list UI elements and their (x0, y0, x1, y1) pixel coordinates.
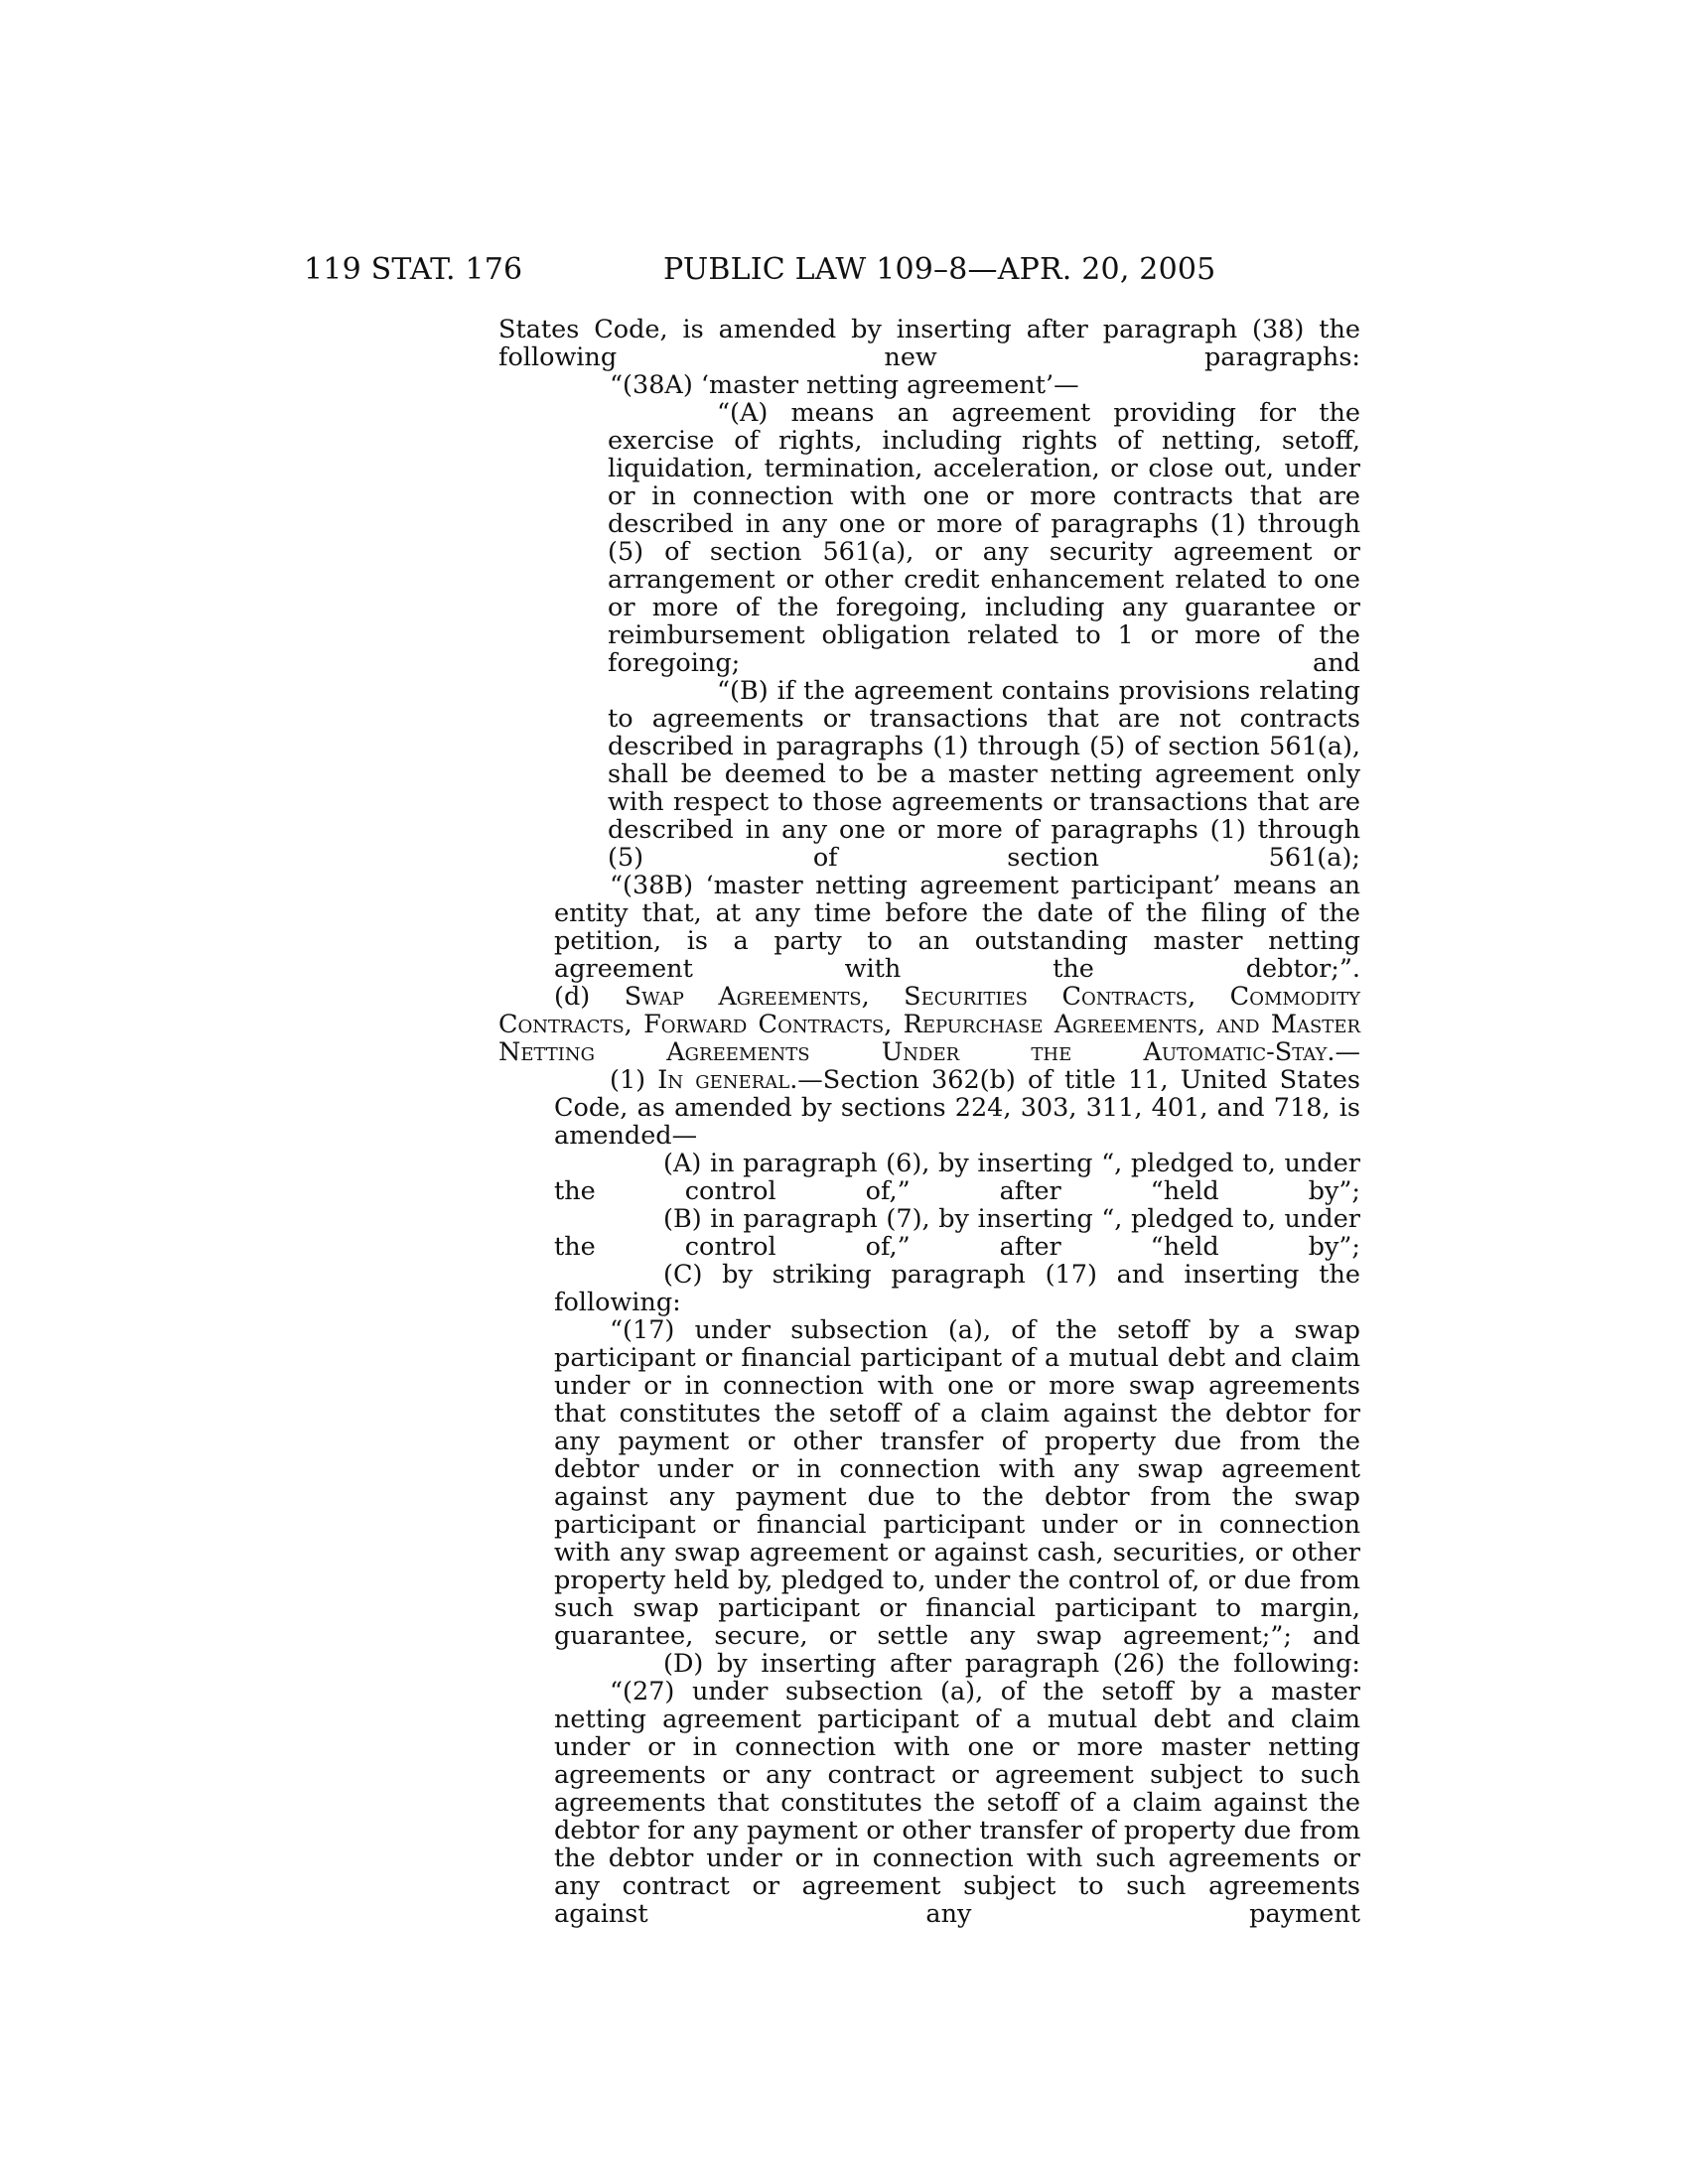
subsection-d-caption: Swap Agreements, Securities Contracts, Commodity Contracts, Forward Contracts, Repurchase Agreements, and Master Netting Agreements Under the Automatic-Stay.— (498, 982, 1361, 1067)
public-law-title: PUBLIC LAW 109–8—APR. 20, 2005 (663, 252, 1216, 287)
paragraph-1-prefix: (1) (610, 1065, 658, 1095)
clause-b: (B) in paragraph (7), by inserting “, pledged to, under the control of,” after “held by”; (554, 1204, 1360, 1262)
statute-page-reference: 119 STAT. 176 (304, 252, 523, 287)
paragraph-1-caption: In general (657, 1065, 790, 1095)
clause-c: (C) by striking paragraph (17) and inserting the following: (554, 1260, 1360, 1317)
document-body (498, 316, 1360, 1928)
subsection-d-heading (498, 983, 1360, 1066)
paragraph-1-text: .—Section 362(b) of title 11, United States Code, as amended by sections 224, 303, 311, 401, and 718, is amended— (554, 1065, 1361, 1151)
page-header (0, 0, 1688, 318)
paragraph-1-in-general (498, 1066, 1360, 1150)
paragraph-continuation: States Code, is amended by inserting after paragraph (38) the following new paragraphs: (498, 315, 1360, 372)
clause-d: (D) by inserting after paragraph (26) the following: (663, 1649, 1360, 1679)
paragraph-38a-b: “(B) if the agreement contains provisions relating to agreements or transactions that are not contracts described in paragraphs (1) through (5) of section 561(a), shall be deemed to be a master netting agreement only with respect to those agreements or transactions that are described in any one or more of paragraphs (1) through (5) of section 561(a); (608, 676, 1360, 873)
paragraph-38a-a: “(A) means an agreement providing for the exercise of rights, including rights of netting, setoff, liquidation, termination, acceleration, or close out, under or in connection with one or more contracts that are described in any one or more of paragraphs (1) through (5) of section 561(a), or any security agreement or arrangement or other credit enhancement related to one or more of the foregoing, including any guarantee or reimbursement obligation related to 1 or more of the foregoing; and (608, 398, 1360, 678)
paragraph-38a-heading: “(38A) ‘master netting agreement’— (610, 370, 1079, 400)
clause-a: (A) in paragraph (6), by inserting “, pledged to, under the control of,” after “held by”; (554, 1149, 1360, 1206)
inserted-paragraph-17: “(17) under subsection (a), of the setoff by a swap participant or financial participant of a mutual debt and claim under or in connection with one or more swap agreements that constitutes the setoff of a claim against the debtor for any payment or other transfer of property due from the debtor under or in connection with any swap agreement against any payment due to the debtor from the swap participant or financial participant under or in connection with any swap agreement or against cash, securities, or other property held by, pledged to, under the control of, or due from such swap participant or financial participant to margin, guarantee, secure, or settle any swap agreement;”; and (554, 1315, 1360, 1651)
subsection-d-prefix: (d) (554, 982, 625, 1012)
paragraph-38b: “(38B) ‘master netting agreement participant’ means an entity that, at any time before the date of the filing of the petition, is a party to an outstanding master netting agreement with the debtor;”. (554, 871, 1360, 984)
inserted-paragraph-27: “(27) under subsection (a), of the setoff by a master netting agreement participant of a mutual debt and claim under or in connection with one or more master netting agreements or any contract or agreement subject to such agreements that constitutes the setoff of a claim against the debtor for any payment or other transfer of property due from the debtor under or in connection with such agreements or any contract or agreement subject to such agreements against any payment (554, 1677, 1360, 1929)
